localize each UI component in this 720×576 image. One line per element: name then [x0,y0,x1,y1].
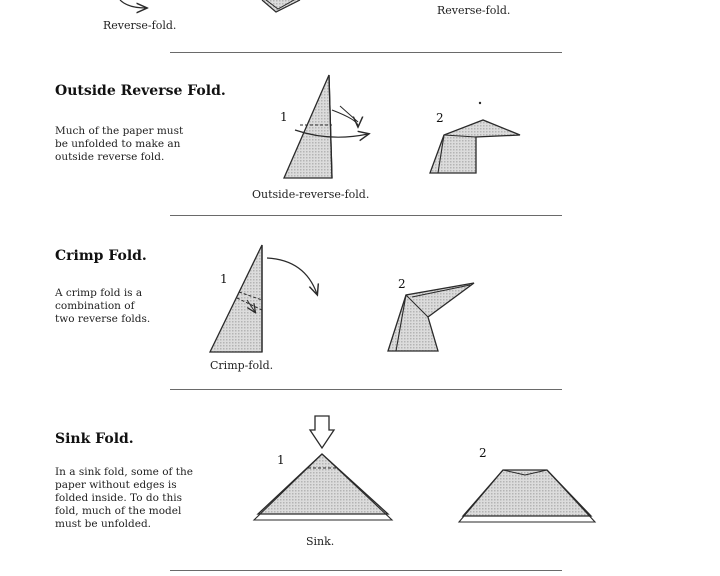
divider [170,570,562,571]
top-left-caption: Reverse-fold. [103,19,177,32]
step-number-2: 2 [479,446,487,460]
section-title-crimp-fold: Crimp Fold. [55,248,147,264]
step-number-1: 1 [280,110,288,124]
divider [170,215,562,216]
divider [170,52,562,53]
step-number-2: 2 [436,111,444,125]
section-title-sink-fold: Sink Fold. [55,431,134,447]
crimp-fold-caption: Crimp-fold. [210,359,274,372]
outside-reverse-fold-caption: Outside-reverse-fold. [252,188,370,201]
outside-reverse-fold-diagram-1 [270,70,390,190]
step-number-1: 1 [220,272,228,286]
crimp-fold-diagram-1 [205,240,335,360]
step-number-1: 1 [277,453,285,467]
step-number-2: 2 [398,277,406,291]
top-right-caption: Reverse-fold. [437,4,511,17]
section-description-sink-fold: In a sink fold, some of the paper without edges is folded inside. To do this fold, much of the model must be unfolded. [55,466,193,530]
divider [170,389,562,390]
outside-reverse-fold-diagram-2 [420,95,540,185]
sink-fold-diagram-2 [455,460,600,525]
section-description-crimp-fold: A crimp fold is a combination of two reverse folds. [55,287,151,325]
crimp-fold-diagram-2 [380,275,490,360]
sink-fold-diagram-1 [250,448,400,528]
section-description-outside-reverse-fold: Much of the paper must be unfolded to make an outside reverse fold. [55,125,184,163]
sink-fold-caption: Sink. [306,535,335,548]
section-title-outside-reverse-fold: Outside Reverse Fold. [55,83,226,99]
